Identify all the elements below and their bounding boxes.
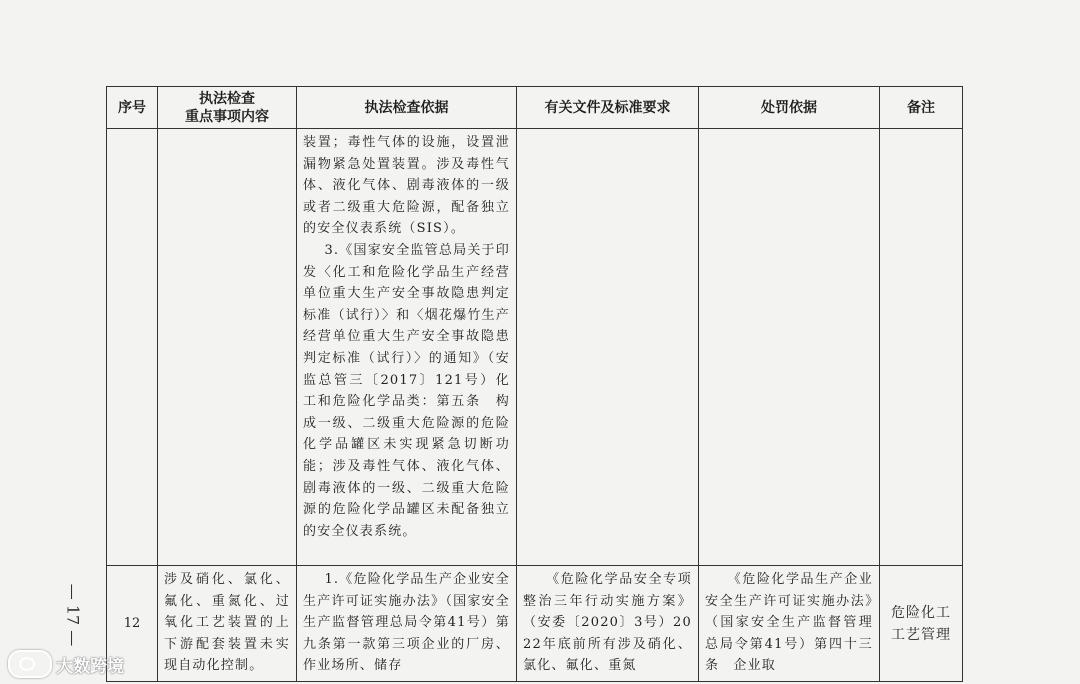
cell-basis: [297, 129, 517, 566]
page-number-text: — 17 —: [63, 583, 83, 647]
header-content: 执法检查 重点事项内容: [158, 87, 297, 129]
content-text: 涉及硝化、氯化、氟化、重氮化、过氧化工艺装置的上下游配套装置未实现自动化控制。: [164, 572, 290, 674]
row-number: 12: [107, 566, 158, 682]
watermark-logo-icon: [8, 650, 52, 678]
cell-penalty: [699, 129, 880, 566]
cell-content: [158, 566, 297, 682]
cell-basis: [297, 566, 517, 682]
header-seq: 序号: [107, 87, 158, 129]
header-penalty: 处罚依据: [699, 87, 880, 129]
header-note: 备注: [880, 87, 963, 129]
page-number: [60, 570, 86, 660]
cell-standards: [517, 129, 699, 566]
cell-seq: [107, 129, 158, 566]
basis-text: 1.《危险化学品生产企业安全生产许可证实施办法》（国家安全生产监督管理总局令第41号）第九条第一款第三项企业的厂房、作业场所、储存: [303, 572, 510, 674]
cell-note: [880, 129, 963, 566]
watermark-text: 大数跨境: [56, 656, 124, 677]
penalty-text: 《危险化学品生产企业安全生产许可证实施办法》（国家安全生产监督管理总局令第41号）第四十三条 企业取: [705, 572, 873, 674]
table-row: [107, 566, 963, 682]
inspection-table: [106, 86, 963, 682]
header-basis: 执法检查依据: [297, 87, 517, 129]
table-row: [107, 129, 963, 566]
basis-continued-text: 装置；毒性气体的设施，设置泄漏物紧急处置装置。涉及毒性气体、液化气体、剧毒液体的一级或者二级重大危险源，配备独立的安全仪表系统（SIS）。 3.《国家安全监管总局关于印发〈化工和危险化学品生产经营单位重大生产安全事故隐患判定标准（试行）〉和〈烟花爆竹生产经营单位重大生产安全事故隐患判定标准（试行）〉的通知》（安监总管三〔2017〕121号）化工和危险化学品类：第五条 构成一级、二级重大危险源的危险化学品罐区未实现紧急切断功能；涉及毒性气体、液化气体、剧毒液体的一级、二级重大危险源的危险化学品罐区未配备独立的安全仪表系统。: [303, 135, 510, 539]
table-header-row: [107, 87, 963, 129]
cell-standards: [517, 566, 699, 682]
cell-penalty: [699, 566, 880, 682]
watermark: [8, 650, 124, 678]
standards-text: 《危险化学品安全专项整治三年行动实施方案》（安委〔2020〕3号）2022年底前所有涉及硝化、氯化、氟化、重氮: [523, 572, 692, 674]
header-standards: 有关文件及标准要求: [517, 87, 699, 129]
note-text: 危险化工 工艺管理: [891, 604, 951, 643]
cell-content: [158, 129, 297, 566]
cell-note: [880, 566, 963, 682]
